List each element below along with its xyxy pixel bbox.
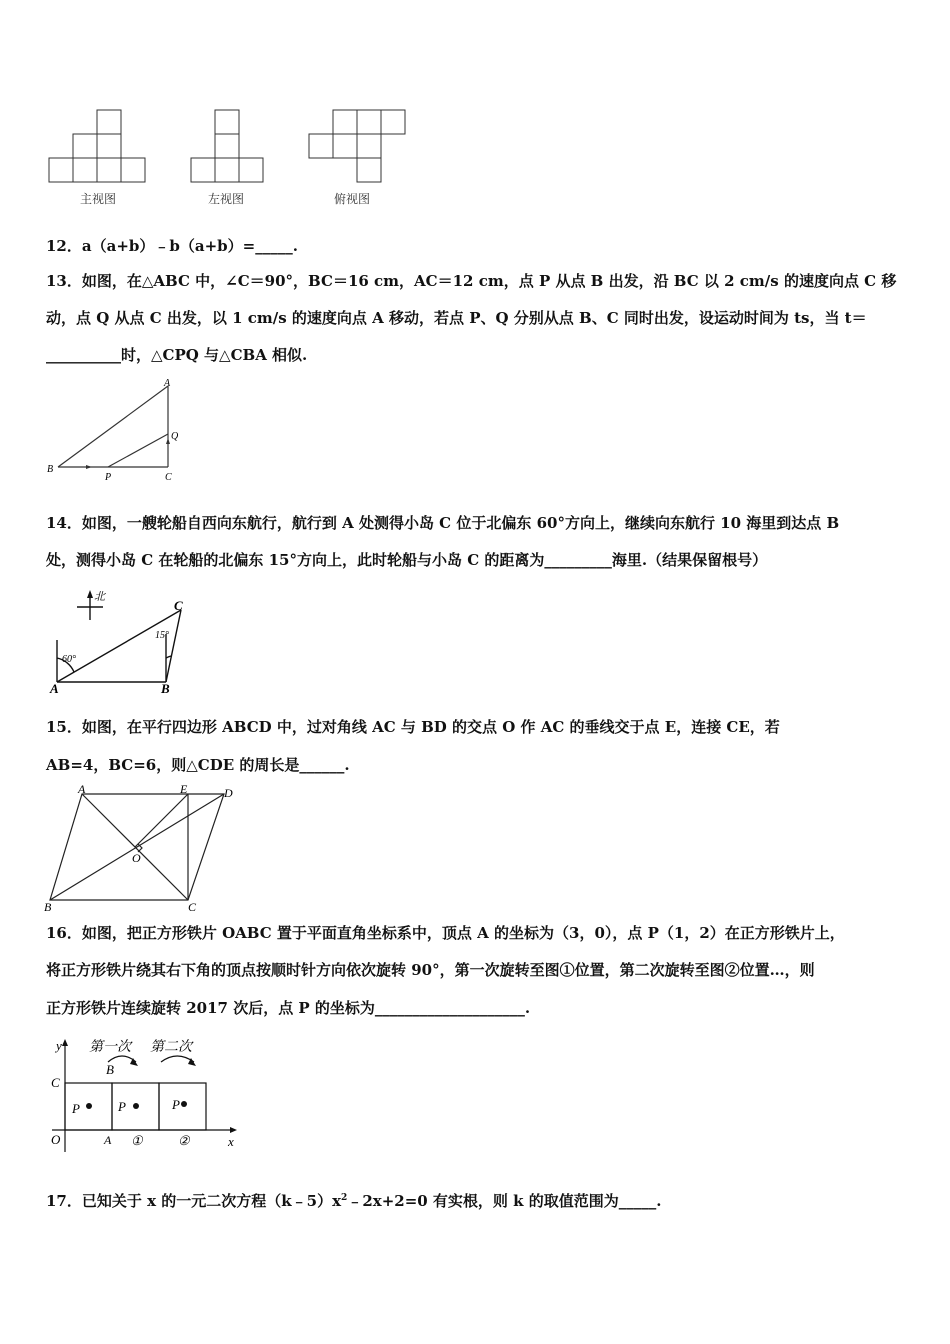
fig15-label-b: B <box>44 900 52 914</box>
question-16-line-1: 16．如图，把正方形铁片 OABC 置于平面直角坐标系中，顶点 A 的坐标为（3，0），点 P（1，2）在正方形铁片上， <box>46 924 845 942</box>
q15-parallelogram-figure <box>42 784 242 914</box>
fig14-angle-60: 60° <box>62 654 76 665</box>
fig14-north-label: 北 <box>94 591 105 603</box>
fig16-label-p2: P <box>118 1099 126 1114</box>
question-14-line-1: 14．如图，一艘轮船自西向东航行，航行到 A 处测得小岛 C 位于北偏东 60°方向上，继续向东航行 10 海里到达点 B <box>46 514 840 532</box>
fig16-label-circ1: ① <box>131 1133 143 1148</box>
fig16-label-circ2: ② <box>178 1133 190 1148</box>
fig16-label-o: O <box>51 1132 61 1147</box>
q17-text-post: ﹣2x+2=0 有实根，则 k 的取值范围为_____. <box>347 1192 662 1210</box>
fig14-label-c: C <box>174 598 183 613</box>
fig14-label-b: B <box>161 681 170 696</box>
fig16-label-p1: P <box>72 1101 80 1116</box>
question-16-line-3: 正方形铁片连续旋转 2017 次后，点 P 的坐标为____________________. <box>46 999 531 1017</box>
q17-text-pre: 17．已知关于 x 的一元二次方程（k﹣5）x <box>46 1192 342 1210</box>
q13-triangle-figure <box>44 376 194 486</box>
top-view-label: 俯视图 <box>334 192 371 206</box>
front-view-label: 主视图 <box>80 192 117 206</box>
question-17 <box>46 1183 906 1220</box>
question-15-line-2: AB=4，BC=6，则△CDE 的周长是______. <box>46 756 350 774</box>
question-12: 12．a（a+b）﹣b（a+b）=_____. <box>46 237 298 255</box>
fig15-label-c: C <box>188 900 197 914</box>
q16-rotation-figure <box>42 1034 252 1162</box>
q17-superscript: 2 <box>341 1193 348 1203</box>
fig16-label-second: 第二次 <box>150 1040 192 1055</box>
left-view-label: 左视图 <box>208 192 245 206</box>
question-13-line-3: __________时，△CPQ 与△CBA 相似. <box>46 346 308 364</box>
fig16-label-b: B <box>106 1062 114 1077</box>
question-16-line-2: 将正方形铁片绕其右下角的顶点按顺时针方向依次旋转 90°，第一次旋转至图①位置，第二次旋转至图②位置…，则 <box>46 961 815 979</box>
fig13-label-b: B <box>47 464 54 475</box>
question-15-line-1: 15．如图，在平行四边形 ABCD 中，过对角线 AC 与 BD 的交点 O 作 AC 的垂线交于点 E，连接 CE，若 <box>46 718 780 736</box>
question-13-line-1: 13．如图，在△ABC 中，∠C＝90°，BC＝16 cm，AC＝12 cm，点 P 从点 B 出发，沿 BC 以 2 cm/s 的速度向点 C 移 <box>46 272 897 290</box>
fig14-label-a: A <box>50 681 59 696</box>
fig15-label-a: A <box>78 784 86 796</box>
fig13-label-p: P <box>105 472 112 483</box>
fig16-label-first: 第一次 <box>89 1040 131 1055</box>
fig14-angle-15: 15° <box>155 630 169 641</box>
question-14-line-2: 处，测得小岛 C 在轮船的北偏东 15°方向上，此时轮船与小岛 C 的距离为_________海里.（结果保留根号） <box>46 551 768 569</box>
q14-ship-figure <box>44 586 194 698</box>
fig16-label-p3: P <box>172 1097 180 1112</box>
fig15-label-d: D <box>224 786 233 800</box>
fig15-label-e: E <box>180 784 188 796</box>
fig16-label-c: C <box>51 1075 60 1090</box>
fig16-label-y: y <box>56 1038 62 1053</box>
fig16-label-x: x <box>228 1134 234 1149</box>
fig13-label-c: C <box>165 472 172 483</box>
fig15-label-o: O <box>132 851 141 865</box>
fig16-label-a: A <box>104 1133 112 1147</box>
question-13-line-2: 动，点 Q 从点 C 出发，以 1 cm/s 的速度向点 A 移动，若点 P、Q 分别从点 B、C 同时出发，设运动时间为 ts，当 t＝ <box>46 309 867 327</box>
fig13-label-q: Q <box>171 431 179 442</box>
fig13-label-a: A <box>164 378 171 389</box>
